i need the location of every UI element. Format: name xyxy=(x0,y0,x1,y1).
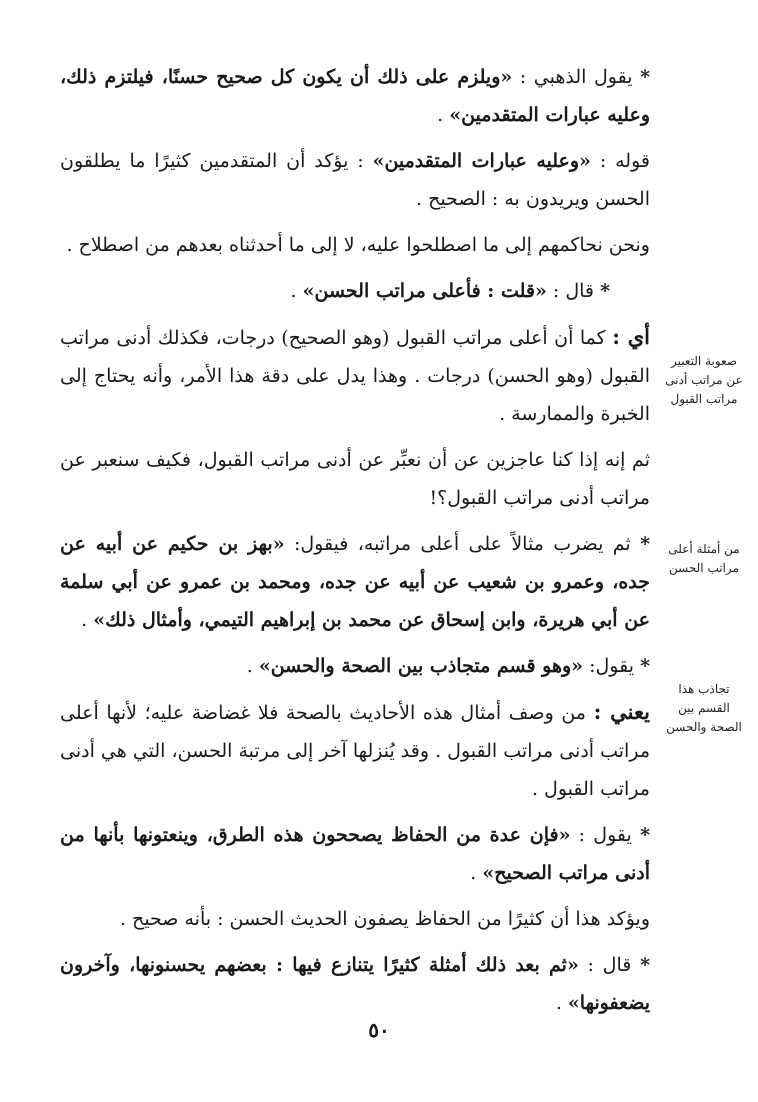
paragraph-tail: . xyxy=(470,862,483,884)
star-marker: * xyxy=(600,280,610,302)
paragraph-tail: . xyxy=(555,992,568,1014)
paragraph-lead: يعني : xyxy=(593,699,650,724)
paragraph-lead: أي : xyxy=(612,324,651,349)
quote: «قلت : فأعلى مراتب الحسن» xyxy=(302,280,547,302)
paragraph xyxy=(60,142,650,218)
star-marker: * xyxy=(640,655,650,677)
quote: «ويلزم على ذلك أن يكون كل صحيح حسنًا، فيلتزم ذلك، وعليه عبارات المتقدمين» xyxy=(60,66,650,126)
paragraph xyxy=(60,525,650,639)
margin-note-examples: من أمثلة أعلى مراتب الحسن xyxy=(668,542,740,575)
paragraph-text: كما أن أعلى مراتب القبول (وهو الصحيح) درجات، فكذلك أدنى مراتب القبول (وهو الحسن) درجات . وهذا يدل على دقة هذا الأمر، وأنه يحتاج إلى الخبرة والممارسة . xyxy=(60,327,650,425)
paragraph xyxy=(60,441,650,517)
main-text xyxy=(60,58,650,1030)
margin-note-difficulty: صعوبة التعبير عن مراتب أدنى مراتب القبول xyxy=(665,354,743,406)
quote: «فإن عدة من الحفاظ يصححون هذه الطرق، وينعتونها بأنها من أدنى مراتب الصحيح» xyxy=(60,824,650,884)
star-marker: * xyxy=(640,533,650,555)
paragraph-lead: يقول: xyxy=(583,655,635,677)
quote: «بهز بن حكيم عن أبيه عن جده، وعمرو بن شعيب عن أبيه عن جده، ومحمد بن عمرو عن أبي سلمة عن أبي هريرة، وابن إسحاق عن محمد بن إبراهيم التيمي، وأمثال ذلك» xyxy=(60,533,650,631)
paragraph xyxy=(60,226,650,264)
star-marker: * xyxy=(640,954,650,976)
paragraph-lead: قوله : xyxy=(590,150,650,172)
paragraph-tail: . xyxy=(81,609,94,631)
paragraph-tail: . xyxy=(437,104,450,126)
paragraph xyxy=(60,693,650,808)
paragraph-tail: . xyxy=(246,655,259,677)
paragraph-text: ثم إنه إذا كنا عاجزين عن أن نعبِّر عن أدنى مراتب القبول، فكيف سنعبر عن مراتب أدنى مراتب القبول؟! xyxy=(60,449,650,509)
margin-note-attraction: تجاذب هذا القسم بين الصحة والحسن xyxy=(666,682,742,734)
paragraph xyxy=(60,318,650,433)
paragraph xyxy=(60,816,650,892)
paragraph-tail: : يؤكد أن المتقدمين كثيرًا ما يطلقون الحسن ويريدون به : الصحيح . xyxy=(60,150,650,210)
paragraph-tail: . xyxy=(290,280,303,302)
paragraph xyxy=(60,946,650,1022)
paragraph-text: من وصف أمثال هذه الأحاديث بالصحة فلا غضاضة عليه؛ لأنها أعلى مراتب أدنى مراتب القبول . وقد يُنزلها آخر إلى مرتبة الحسن، التي هي أدنى مراتب القبول . xyxy=(60,702,650,800)
paragraph xyxy=(60,58,650,134)
quote: «وهو قسم متجاذب بين الصحة والحسن» xyxy=(258,655,584,677)
star-marker: * xyxy=(640,66,650,88)
paragraph-text: ويؤكد هذا أن كثيرًا من الحفاظ يصفون الحديث الحسن : بأنه صحيح . xyxy=(119,908,650,930)
paragraph-lead: يقول الذهبي : xyxy=(512,66,633,88)
quote: «ثم بعد ذلك أمثلة كثيرًا يتنازع فيها : بعضهم يحسنونها، وآخرون يضعفونها» xyxy=(60,954,650,1014)
paragraph xyxy=(60,647,650,685)
star-marker: * xyxy=(640,824,650,846)
paragraph-lead: قال : xyxy=(546,280,595,302)
quote: «وعليه عبارات المتقدمين» xyxy=(372,150,591,172)
page-number: ٥٠ xyxy=(368,1018,390,1042)
paragraph-text: ونحن نحاكمهم إلى ما اصطلحوا عليه، لا إلى ما أحدثناه بعدهم من اصطلاح . xyxy=(66,234,650,256)
paragraph-lead: ثم يضرب مثالاً على أعلى مراتبه، فيقول: xyxy=(284,533,631,555)
paragraph-lead: قال : xyxy=(578,954,632,976)
paragraph xyxy=(60,900,650,938)
paragraph xyxy=(60,272,650,310)
paragraph-lead: يقول : xyxy=(570,824,632,846)
